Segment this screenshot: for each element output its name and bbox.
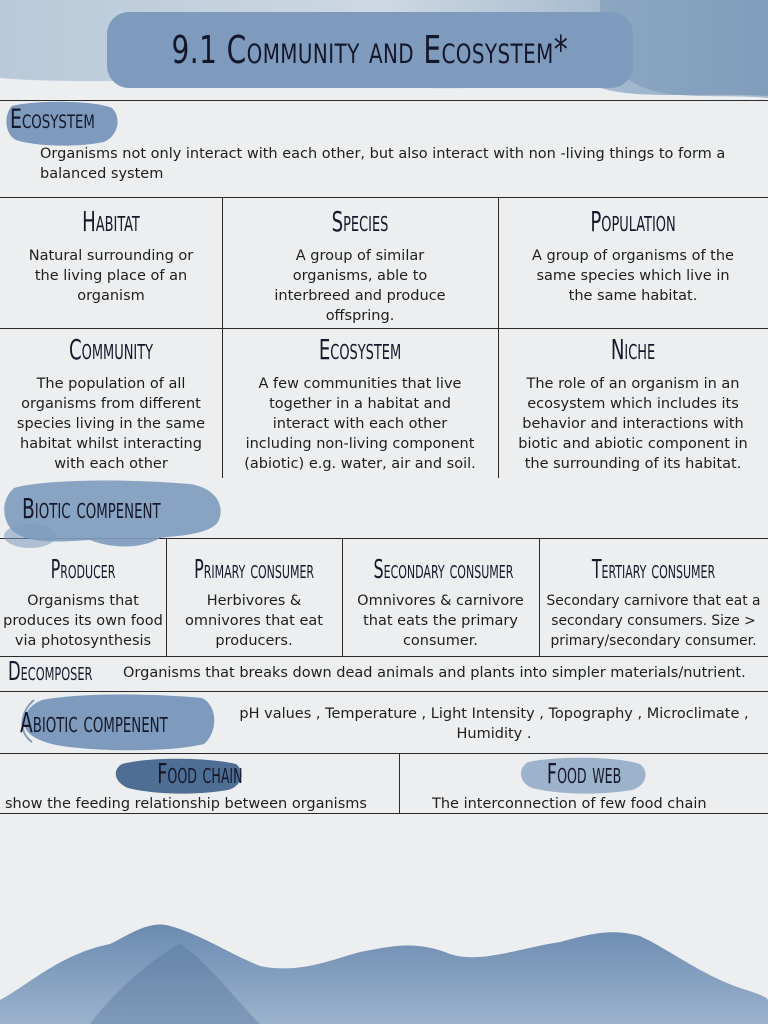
ecosystem-definition: Organisms not only interact with each other, but also interact with non -living things to form a balanced system (40, 146, 726, 182)
divider (0, 656, 768, 657)
biotic-definition: Organisms that produces its own food via photosynthesis (3, 593, 163, 649)
biotic-term: Primary consumer (194, 555, 315, 585)
term-cell (498, 332, 768, 474)
term-heading: Habitat (82, 205, 140, 238)
bottom-mountain-wash (0, 914, 768, 1024)
food-chain-definition: show the feeding relationship between organisms (5, 796, 367, 812)
title-banner (107, 12, 633, 88)
term-cell (0, 332, 222, 474)
term-definition: The population of all organisms from different species living in the same habitat whilst interacting with each other (16, 376, 206, 472)
ecosystem-heading: Ecosystem (10, 104, 95, 135)
food-web-term: Food web (546, 757, 622, 790)
term-cell (222, 332, 498, 474)
page-title: 9.1 Community and Ecosystem* (171, 28, 569, 72)
food-web-cell (400, 756, 768, 792)
biotic-heading: Biotic compenent (22, 492, 161, 525)
decomposer-term: Decomposer (8, 657, 93, 687)
term-definition: A few communities that live together in a habitat and interact with each other including non-living component (abiotic) e.g. water, air and soil. (244, 376, 476, 472)
term-heading: Ecosystem (318, 333, 402, 366)
biotic-cell (0, 553, 166, 651)
biotic-definition: Secondary carnivore that eat a secondary consumers. Size > primary/secondary consumer. (546, 593, 761, 649)
term-cell (222, 204, 498, 326)
term-cell (0, 204, 222, 306)
divider (0, 328, 768, 329)
term-heading: Niche (610, 333, 656, 366)
biotic-term: Producer (50, 555, 116, 585)
biotic-definition: Herbivores & omnivores that eat producers. (185, 593, 323, 649)
food-chain-cell (0, 756, 399, 792)
term-definition: Natural surrounding or the living place of an organism (28, 248, 194, 304)
term-definition: A group of organisms of the same species which live in the same habitat. (532, 248, 734, 304)
term-heading: Species (331, 205, 389, 238)
term-definition: The role of an organism in an ecosystem which includes its behavior and interactions with biotic and abiotic component in the surrounding of its habitat. (518, 376, 748, 472)
biotic-term: Secondary consumer (373, 555, 514, 585)
biotic-cell (539, 553, 768, 651)
biotic-definition: Omnivores & carnivore that eats the primary consumer. (357, 593, 524, 649)
abiotic-heading: Abiotic compenent (20, 706, 168, 739)
term-heading: Population (590, 205, 676, 238)
biotic-term: Tertiary consumer (591, 555, 716, 585)
term-heading: Community (68, 333, 154, 366)
decomposer-definition: Organisms that breaks down dead animals and plants into simpler materials/nutrient. (123, 665, 746, 681)
food-web-definition: The interconnection of few food chain (432, 796, 707, 812)
biotic-cell (342, 553, 539, 651)
term-cell (498, 204, 768, 306)
divider (0, 197, 768, 198)
term-definition: A group of similar organisms, able to interbreed and produce offspring. (274, 248, 446, 324)
abiotic-factors: pH values , Temperature , Light Intensity , Topography , Microclimate , Humidity . (239, 706, 749, 742)
biotic-cell (166, 553, 342, 651)
food-chain-term: Food chain (156, 757, 243, 790)
